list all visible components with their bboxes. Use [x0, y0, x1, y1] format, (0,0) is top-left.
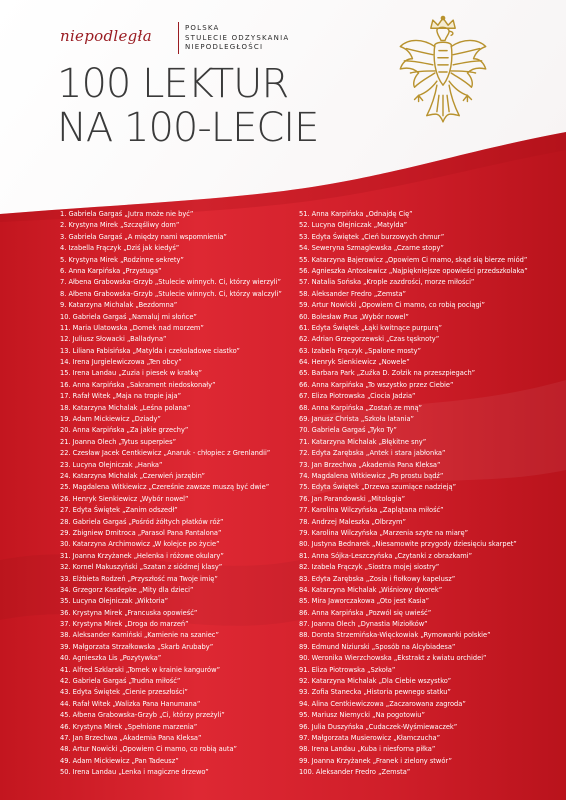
book-list-item: 12. Juliusz Słowacki „Balladyna” [60, 334, 167, 344]
book-list-item: 21. Joanna Olech „Tytus superpies” [60, 436, 177, 446]
book-list-item: 20. Anna Karpińska „Za jakie grzechy” [60, 425, 189, 435]
logo-caption-line: NIEPODLEGŁOŚCI [185, 43, 264, 51]
book-list-item: 34. Grzegorz Kasdepke „Mity dla dzieci” [60, 584, 194, 594]
book-list-item: 32. Kornel Makuszyński „Szatan z siódmej klasy” [60, 562, 223, 572]
book-list-item: 82. Izabela Frączyk „Siostra mojej siostry” [299, 562, 440, 572]
book-list-item: 13. Liliana Fabisińska „Matylda i czekoladowe ciastko” [60, 345, 240, 355]
book-list-item: 97. Małgorzata Musierowicz „Kłamczucha” [299, 732, 441, 742]
book-list-item: 5. Krystyna Mirek „Rodzinne sekrety” [60, 254, 184, 264]
book-list-item: 69. Janusz Christa „Szkoła latania” [299, 414, 414, 424]
book-list-item: 31. Joanna Krzyżanek „Helenka i różowe okulary” [60, 550, 224, 560]
book-list-item: 51. Anna Karpińska „Odnajdę Cię” [299, 209, 413, 218]
book-list-item: 83. Edyta Zarębska „Zosia i fiołkowy kapelusz” [299, 573, 456, 583]
book-list-item: 28. Gabriela Gargaś „Pośród żółtych płatków róż” [60, 516, 224, 526]
book-list-item: 19. Adam Mickiewicz „Dziady” [60, 414, 161, 424]
book-list-item: 39. Małgorzata Strzałkowska „Skarb Arubaby” [60, 641, 214, 651]
book-list-item: 66. Anna Karpińska „To wszystko przez Ciebie” [299, 379, 454, 389]
book-list-item: 38. Aleksander Kamiński „Kamienie na szaniec” [60, 630, 219, 640]
book-list-item: 77. Karolina Wilczyńska „Zaplątana miłość” [299, 505, 444, 515]
book-list-item: 41. Alfred Szklarski „Tomek w krainie kangurów” [60, 664, 221, 674]
book-list-item: 85. Mira Jaworczakowa „Oto jest Kasia” [299, 596, 430, 606]
book-list-item: 26. Henryk Sienkiewicz „Wybór nowel” [60, 493, 189, 503]
book-list-item: 4. Izabella Frączyk „Dziś jak kiedyś” [60, 243, 180, 253]
book-list-item: 65. Barbara Park „Zuźka D. Zołzik na przeszpiegach” [299, 368, 476, 378]
book-list-item: 17. Rafał Witek „Maja na tropie jaja” [60, 391, 182, 401]
logo-divider [178, 22, 179, 54]
book-list-item: 73. Jan Brzechwa „Akademia Pana Kleksa” [299, 459, 441, 469]
book-list-item: 45. Ałbena Grabowska-Grzyb „Ci, którzy przeżyli” [60, 710, 225, 720]
logo-caption-line: STULECIE ODZYSKANIA [185, 33, 290, 42]
book-list-item: 72. Edyta Zarębska „Antek i stara jabłonka” [299, 448, 446, 458]
book-list-item: 60. Bolesław Prus „Wybór nowel” [299, 311, 409, 321]
book-list-item: 8. Ałbena Grabowska-Grzyb „Stulecie winnych. Ci, którzy walczyli” [60, 288, 282, 298]
book-list-item: 61. Edyta Świętek „Łąki kwitnące purpurą” [299, 322, 442, 332]
book-list-item: 37. Krystyna Mirek „Droga do marzeń” [60, 619, 189, 629]
book-list-right [299, 208, 529, 778]
book-list-item: 78. Andrzej Maleszka „Olbrzym” [299, 516, 406, 526]
book-list-item: 46. Krystyna Mirek „Spełnione marzenia” [60, 721, 198, 731]
book-list-item: 93. Zofia Stanecka „Historia pewnego statku” [299, 687, 451, 697]
book-list-item: 3. Gabriela Gargaś „A między nami wspomnienia” [60, 231, 227, 241]
book-list-item: 86. Anna Karpińska „Pozwól się uwieść” [299, 607, 432, 617]
book-list-item: 88. Dorota Strzemińska-Więckowiak „Rymowanki polskie” [299, 630, 491, 640]
page-title [57, 62, 318, 150]
book-list-item: 67. Eliza Piotrowska „Ciocia Jadzia” [299, 391, 416, 401]
book-list-item: 64. Henryk Sienkiewicz „Nowele” [299, 357, 410, 367]
book-list-item: 87. Joanna Olech „Dynastia Miziołków” [299, 619, 428, 629]
book-list-item: 68. Anna Karpińska „Zostań ze mną” [299, 402, 422, 412]
book-list-item: 10. Gabriela Gargaś „Namaluj mi słońce” [60, 311, 197, 321]
book-list-item: 35. Lucyna Olejniczak „Wiktoria” [60, 596, 169, 606]
book-list-item: 27. Edyta Świętek „Zanim odszedł” [60, 505, 178, 515]
book-list-item: 84. Katarzyna Michalak „Wiśniowy dworek” [299, 584, 443, 594]
book-list-item: 75. Edyta Świętek „Drzewa szumiące nadzieją” [299, 482, 457, 492]
book-list-item: 14. Irena Jurgielewiczowa „Ten obcy” [60, 357, 182, 367]
book-list-item: 74. Magdalena Witkiewicz „Po prostu bądź” [299, 470, 444, 480]
book-list-item: 7. Ałbena Grabowska-Grzyb „Stulecie winnych. Ci, którzy wierzyli” [60, 277, 281, 287]
book-list-item: 63. Izabela Frączyk „Spalone mosty” [299, 345, 421, 355]
book-list-item: 98. Irena Landau „Kuba i niesforna piłka” [299, 744, 436, 754]
book-list-item: 18. Katarzyna Michalak „Leśna polana” [60, 402, 191, 412]
book-list-item: 53. Edyta Świętek „Cień burzowych chmur” [299, 231, 445, 241]
book-list-item: 95. Mariusz Niemycki „Na pogotowiu” [299, 710, 425, 720]
book-list-item: 55. Katarzyna Bajerowicz „Opowiem Ci mamo, skąd się bierze miód” [299, 254, 528, 264]
book-list-item: 22. Czesław Jacek Centkiewicz „Anaruk - chłopiec z Grenlandii” [60, 448, 271, 458]
book-list-item: 36. Krystyna Mirek „Francuska opowieść” [60, 607, 198, 617]
book-list-item: 81. Anna Sójka-Leszczyńska „Czytanki z obrazkami” [299, 550, 473, 560]
book-list-item: 29. Zbigniew Dmitroca „Parasol Pana Pantalona” [60, 527, 222, 537]
book-list-item: 2. Krystyna Mirek „Szczęśliwy dom” [60, 220, 180, 230]
book-list-item: 62. Adrian Grzegorzewski „Czas tęsknoty” [299, 334, 440, 344]
book-list-item: 54. Seweryna Szmaglewska „Czarne stopy” [299, 243, 444, 253]
title-line: 100 LEKTUR [57, 61, 289, 107]
logo-caption [185, 24, 325, 53]
book-list-item: 99. Joanna Krzyżanek „Franek i zielony stwór” [299, 755, 452, 765]
book-list-item: 48. Artur Nowicki „Opowiem Ci mamo, co robią auta” [60, 744, 237, 754]
book-list-item: 58. Aleksander Fredro „Zemsta” [299, 288, 407, 298]
book-list-item: 94. Alina Centkiewiczowa „Zaczarowana zagroda” [299, 698, 466, 708]
book-list-item: 100. Aleksander Fredro „Zemsta” [299, 767, 411, 777]
book-list-item: 40. Agnieszka Lis „Pozytywka” [60, 653, 162, 663]
book-list-item: 15. Irena Landau „Zuzia i piesek w kratkę” [60, 368, 202, 378]
title-line: NA 100-LECIE [57, 105, 319, 151]
book-list-item: 23. Lucyna Olejniczak „Hanka” [60, 459, 163, 469]
book-list-left [60, 208, 295, 778]
book-list-item: 24. Katarzyna Michalak „Czerwień jarzębin” [60, 470, 205, 480]
book-list-item: 49. Adam Mickiewicz „Pan Tadeusz” [60, 755, 179, 765]
book-list-item: 47. Jan Brzechwa „Akademia Pana Kleksa” [60, 732, 202, 742]
book-list-item: 44. Rafał Witek „Walizka Pana Hanumana” [60, 698, 201, 708]
book-list-item: 70. Gabriela Gargaś „Tyko Ty” [299, 425, 397, 435]
book-list-item: 59. Artur Nowicki „Opowiem Ci mamo, co robią pociągi” [299, 300, 485, 310]
book-list-item: 91. Eliza Piotrowska „Szkoła” [299, 664, 396, 674]
book-list-item: 76. Jan Parandowski „Mitologia” [299, 493, 406, 503]
book-list-item: 11. Maria Ulatowska „Domek nad morzem” [60, 322, 204, 332]
book-list-item: 42. Gabriela Gargaś „Trudna miłość” [60, 676, 181, 686]
book-list-item: 79. Karolina Wilczyńska „Marzenia szyte na miarę” [299, 527, 469, 537]
book-list-item: 16. Anna Karpińska „Sakrament niedoskonały” [60, 379, 216, 389]
book-list-item: 52. Lucyna Olejniczak „Matylda” [299, 220, 408, 230]
book-list-item: 96. Julia Duszyńska „Cudaczek-Wyśmiewaczek” [299, 721, 458, 731]
book-list-item: 1. Gabriela Gargaś „Jutra może nie być” [60, 209, 194, 218]
book-list-item: 56. Agnieszka Antosiewicz „Najpiękniejsze opowieści przedszkolaka” [299, 265, 528, 275]
book-list-item: 50. Irena Landau „Lenka i magiczne drzewo” [60, 767, 209, 777]
book-list-item: 89. Edmund Niziurski „Sposób na Alcybiadesa” [299, 641, 456, 651]
book-list-item: 92. Katarzyna Michalak „Dla Ciebie wszystko” [299, 676, 452, 686]
book-list-item: 6. Anna Karpińska „Przystuga” [60, 265, 162, 275]
logo-script-text: niepodległa [60, 27, 152, 45]
book-list-item: 25. Magdalena Witkiewicz „Czereśnie zawsze muszą być dwie” [60, 482, 270, 492]
book-list-item: 9. Katarzyna Michalak „Bezdomna” [60, 300, 178, 310]
book-list-item: 30. Katarzyna Archimowicz „W kolejce po życie” [60, 539, 220, 549]
book-list-item: 57. Natalia Sońska „Krople zazdrości, morze miłości” [299, 277, 475, 287]
logo-caption-line: POLSKA [185, 24, 220, 32]
book-list-item: 43. Edyta Świętek „Cienie przeszłości” [60, 687, 188, 697]
book-list-item: 33. Elżbieta Rodzeń „Przyszłość ma Twoje imię” [60, 573, 218, 583]
book-list-item: 71. Katarzyna Michalak „Błękitne sny” [299, 436, 427, 446]
book-list-item: 90. Weronika Wierzchowska „Ekstrakt z kwiatu orchidei” [299, 653, 487, 663]
book-list-item: 80. Justyna Bednarek „Niesamowite przygody dziesięciu skarpet” [299, 539, 517, 549]
white-eagle-emblem-icon [392, 14, 494, 132]
